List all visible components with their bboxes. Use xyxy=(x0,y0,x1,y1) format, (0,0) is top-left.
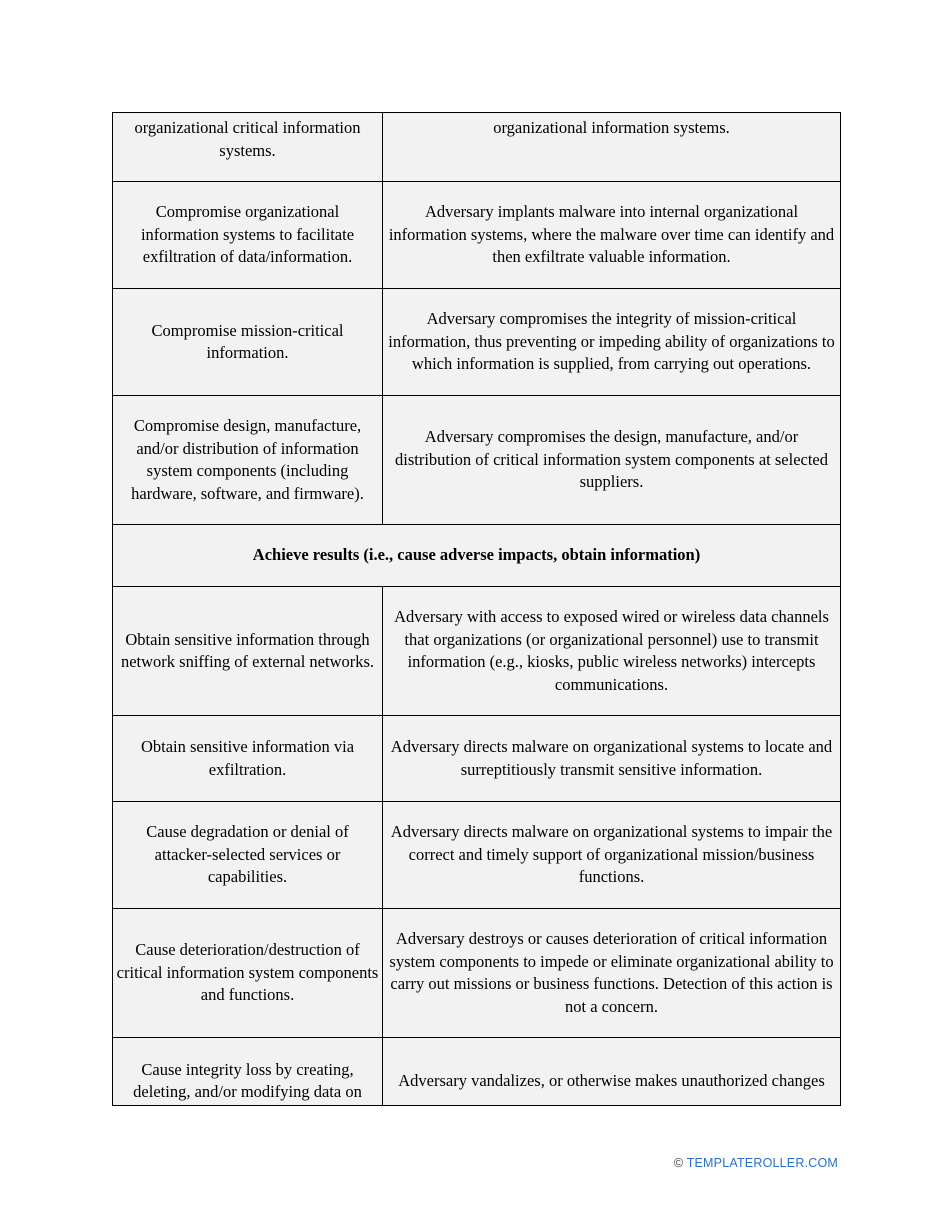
table-row xyxy=(113,396,841,525)
activity-cell xyxy=(113,1038,383,1106)
activity-cell: Compromise organizational information systems to facilitate exfiltration of data/information. xyxy=(113,182,383,289)
description-cell: Adversary compromises the integrity of mission-critical information, thus preventing or impeding ability of organizations to which information is supplied, from carrying out operations. xyxy=(383,289,841,396)
activity-cell: Cause degradation or denial of attacker-selected services or capabilities. xyxy=(113,802,383,909)
copyright-symbol: © xyxy=(673,1156,684,1170)
section-heading-row xyxy=(113,525,841,587)
table-row xyxy=(113,1038,841,1106)
activity-cell: organizational critical information systems. xyxy=(113,113,383,182)
table-row xyxy=(113,182,841,289)
activity-cell: Obtain sensitive information via exfiltration. xyxy=(113,716,383,802)
description-cell: Adversary directs malware on organizational systems to locate and surreptitiously transmit sensitive information. xyxy=(383,716,841,802)
activity-cell: Compromise design, manufacture, and/or distribution of information system components (including hardware, software, and firmware). xyxy=(113,396,383,525)
description-cell: Adversary directs malware on organizational systems to impair the correct and timely support of organizational mission/business functions. xyxy=(383,802,841,909)
table-row xyxy=(113,716,841,802)
description-cell xyxy=(383,1038,841,1106)
description-cell: Adversary destroys or causes deterioration of critical information system components to impede or eliminate organizational ability to carry out missions or business functions. Detection of this action is not a concern. xyxy=(383,909,841,1038)
table-row xyxy=(113,587,841,716)
brand-text: TEMPLATEROLLER.COM xyxy=(686,1156,838,1170)
description-cell: Adversary implants malware into internal organizational information systems, where the malware over time can identify and then exfiltrate valuable information. xyxy=(383,182,841,289)
activity-cell: Obtain sensitive information through network sniffing of external networks. xyxy=(113,587,383,716)
table-row xyxy=(113,289,841,396)
section-heading: Achieve results (i.e., cause adverse impacts, obtain information) xyxy=(113,525,841,587)
threat-events-table xyxy=(112,112,841,1106)
table-row xyxy=(113,802,841,909)
table-row xyxy=(113,113,841,182)
description-cell: Adversary with access to exposed wired or wireless data channels that organizations (or organizational personnel) use to transmit information (e.g., kiosks, public wireless networks) intercepts communications. xyxy=(383,587,841,716)
description-text: Adversary vandalizes, or otherwise makes unauthorized changes xyxy=(398,1070,825,1090)
activity-text: Cause integrity loss by creating, deleting, and/or modifying data on xyxy=(133,1059,362,1101)
table-row xyxy=(113,909,841,1038)
footer-brand-link[interactable] xyxy=(674,1156,838,1170)
activity-cell: Cause deterioration/destruction of critical information system components and functions. xyxy=(113,909,383,1038)
description-cell: organizational information systems. xyxy=(383,113,841,182)
description-cell: Adversary compromises the design, manufacture, and/or distribution of critical information system components at selected suppliers. xyxy=(383,396,841,525)
activity-cell: Compromise mission-critical information. xyxy=(113,289,383,396)
